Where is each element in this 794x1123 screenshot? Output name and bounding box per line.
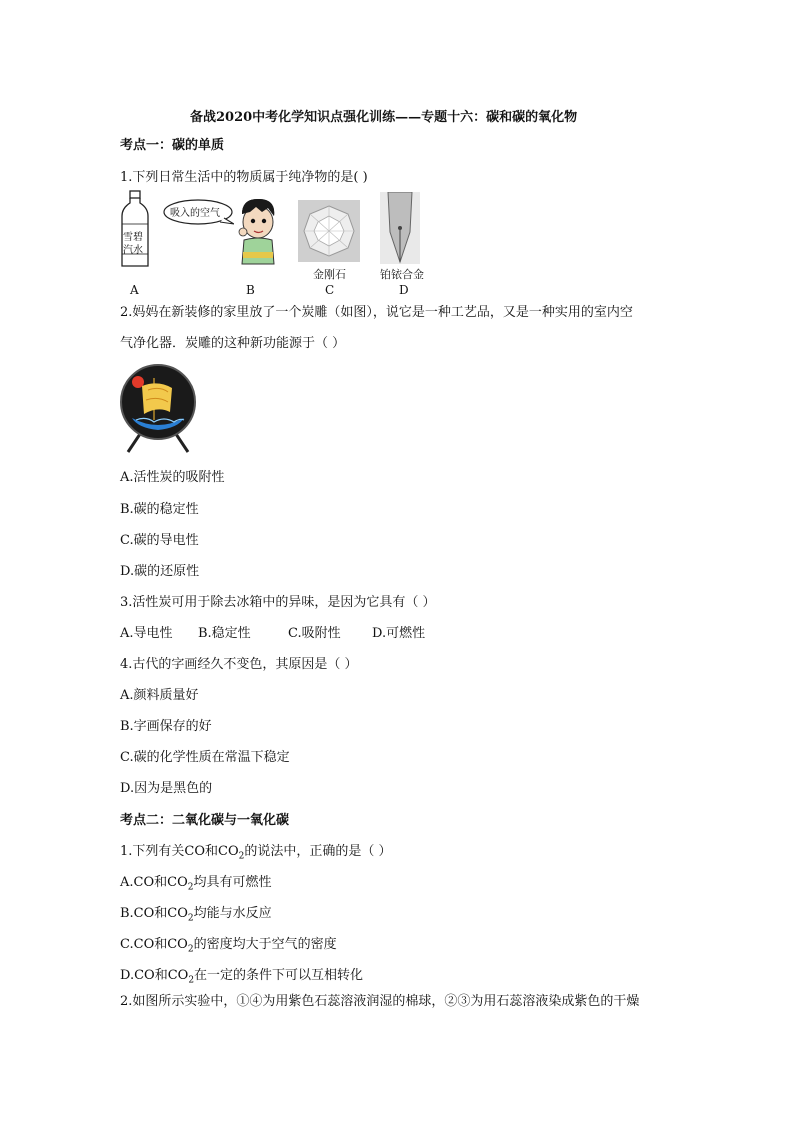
s2-q1-option-c: C.CO和$CO_2$的密度均大于空气的密度 — [120, 937, 337, 955]
q4-option-a: A.颜料质量好 — [120, 688, 199, 703]
choice-letter-a: A — [130, 283, 139, 297]
q3-option-c: C.吸附性 — [288, 626, 341, 641]
caption-c: 金刚石 — [313, 268, 346, 281]
q3-stem: 3.活性炭可用于除去冰箱中的异味，是因为它具有（ ） — [120, 595, 436, 610]
choice-letter-c: C — [325, 283, 335, 297]
q2-option-a: A.活性炭的吸附性 — [120, 470, 225, 485]
carbon-carving-image — [118, 362, 198, 454]
q3-option-b: B.稳定性 — [198, 626, 251, 641]
bottle-label-line2: 汽水 — [123, 245, 143, 256]
speech-bubble-image — [162, 198, 234, 228]
q3-option-d: D.可燃性 — [372, 626, 426, 641]
q2-stem-line1: 2.妈妈在新装修的家里放了一个炭雕（如图），说它是一种工艺品，又是一种实用的室内空 — [120, 305, 633, 320]
q2-option-c: C.碳的导电性 — [120, 533, 199, 548]
q3-option-a: A.导电性 — [120, 626, 173, 641]
choice-letter-b: B — [246, 283, 255, 297]
s2-q1-option-b: B.CO和$CO_2$均能与水反应 — [120, 906, 272, 924]
s2-q2-stem: 2.如图所示实验中，①④为用紫色石蕊溶液润湿的棉球，②③为用石蕊溶液染成紫色的干燥 — [120, 994, 640, 1009]
q2-option-b: B.碳的稳定性 — [120, 502, 199, 517]
diamond-image — [298, 200, 360, 262]
q4-option-b: B.字画保存的好 — [120, 719, 212, 734]
pen-nib-image — [380, 192, 420, 264]
q1-stem: 1.下列日常生活中的物质属于纯净物的是( ) — [120, 170, 368, 185]
s2-q1-option-d: D.CO和$CO_2$在一定的条件下可以互相转化 — [120, 968, 364, 986]
speech-text: 吸入的空气 — [170, 208, 220, 219]
page-title: 备战2020中考化学知识点强化训练——专题十六：碳和碳的氧化物 — [190, 110, 578, 125]
section-heading-2: 考点二：二氧化碳与一氧化碳 — [120, 813, 290, 828]
section-heading-1: 考点一：碳的单质 — [120, 138, 225, 153]
boy-image — [234, 196, 282, 268]
caption-d: 铂铱合金 — [380, 268, 424, 281]
s2-q1-stem: 1.下列有关CO和$CO_2$的说法中，正确的是（ ） — [120, 844, 392, 862]
s2-q1-stem-b: 的说法中，正确的是（ ） — [244, 844, 392, 859]
q4-option-d: D.因为是黑色的 — [120, 781, 213, 796]
s2-q1-option-a: A.CO和$CO_2$均具有可燃性 — [120, 875, 272, 893]
q4-stem: 4.古代的字画经久不变色，其原因是（ ） — [120, 657, 358, 672]
q2-stem-line2: 气净化器．炭雕的这种新功能源于（ ） — [120, 336, 346, 351]
s2-q1-stem-a: 1.下列有关CO和CO — [120, 844, 239, 859]
choice-letter-d: D — [399, 283, 409, 297]
q4-option-c: C.碳的化学性质在常温下稳定 — [120, 750, 290, 765]
soda-bottle-image — [118, 190, 152, 268]
bottle-label-line1: 雪碧 — [123, 232, 143, 243]
q2-option-d: D.碳的还原性 — [120, 564, 200, 579]
